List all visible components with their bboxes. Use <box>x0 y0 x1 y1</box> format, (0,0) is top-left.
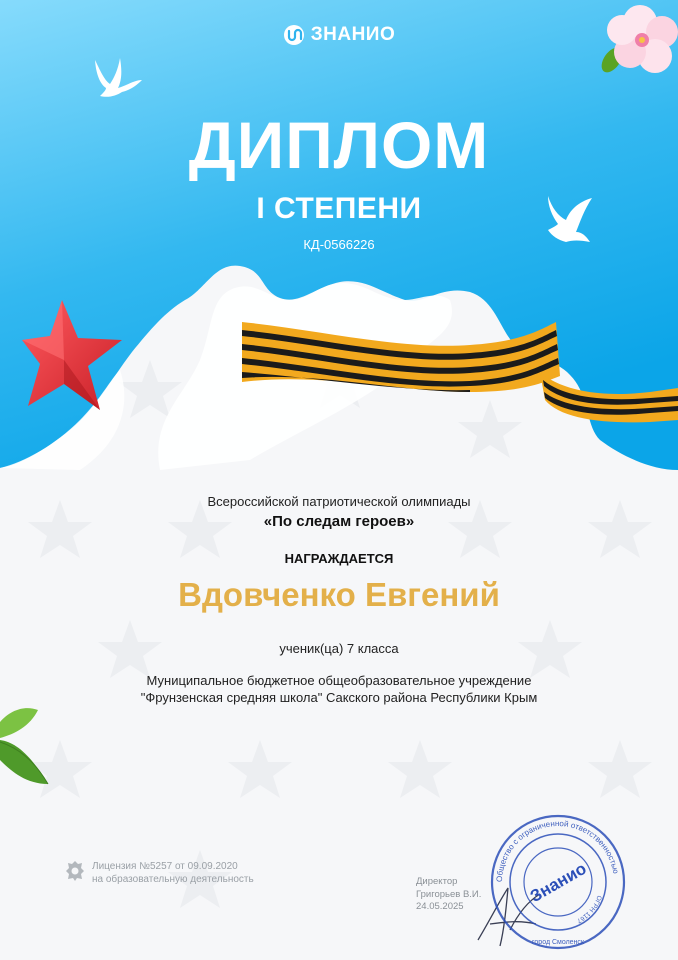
leaves-decoration <box>0 708 48 784</box>
stamp-ring-text: Общество с ограниченной ответственностью <box>494 818 621 883</box>
emblem-icon <box>64 859 86 883</box>
olympiad-line: Всероссийской патриотической олимпиады <box>207 494 471 509</box>
stamp-ogrn: ОГРН 1167 <box>575 894 603 925</box>
znanio-logo-icon <box>283 24 305 46</box>
official-stamp <box>488 812 628 952</box>
awarded-label: НАГРАЖДАЕТСЯ <box>284 551 394 566</box>
stamp-center-text: Знанио <box>526 858 590 907</box>
diploma-title: ДИПЛОМ <box>188 108 490 182</box>
school-line-2: "Фрунзенская средняя школа" Сакского района Республики Крым <box>140 690 538 705</box>
director-title: Директор <box>416 876 458 887</box>
school-line-1: Муниципальное бюджетное общеобразовательное учреждение <box>146 673 532 688</box>
issue-date: 24.05.2025 <box>416 901 464 912</box>
license-info <box>92 860 254 886</box>
recipient-name: Вдовченко Евгений <box>178 576 500 613</box>
diploma-code: КД-0566226 <box>303 237 375 252</box>
stamp-city: город Смоленск <box>532 939 584 946</box>
svg-text:ОГРН 1167 <box>575 894 602 924</box>
license-number: Лицензия №5257 от 09.09.2020 <box>92 861 238 872</box>
brand-name: ЗНАНИО <box>310 24 396 45</box>
license-scope: на образовательную деятельность <box>92 874 254 885</box>
student-grade: ученик(ца) 7 класса <box>279 641 399 656</box>
brand-logo <box>0 24 678 46</box>
diploma-degree: I СТЕПЕНИ <box>256 192 422 225</box>
olympiad-name: «По следам героев» <box>263 513 415 530</box>
director-name: Григорьев В.И. <box>416 888 482 900</box>
